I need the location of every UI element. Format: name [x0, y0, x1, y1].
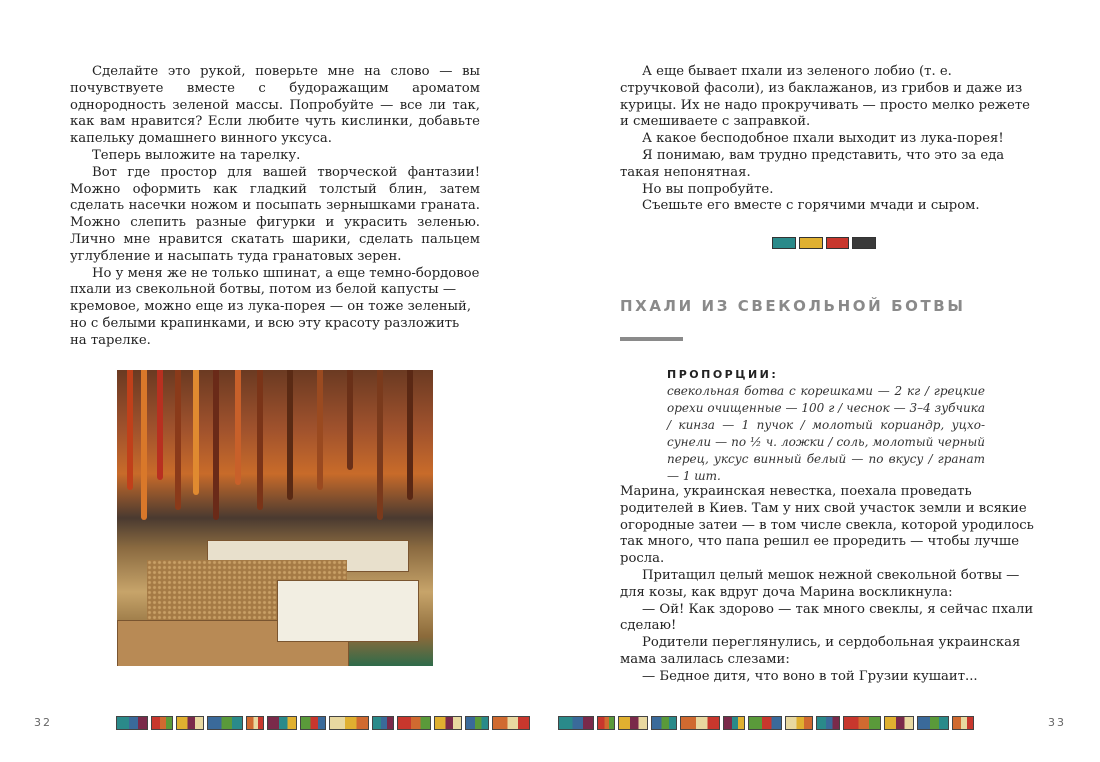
ornament-tile [680, 716, 720, 730]
ornament-strip-left [116, 716, 540, 730]
ornament-tile [397, 716, 431, 730]
ornament-tile [884, 716, 914, 730]
ornament-tile [843, 716, 881, 730]
right-page-text [620, 64, 1035, 215]
ornament-tile [300, 716, 326, 730]
paragraph: — Ой! Как здорово — так много свеклы, я сейчас пхали сделаю! [620, 601, 1034, 634]
paragraph: А еще бывает пхали из зеленого лобио (т. е. стручковой фасоли), из баклажанов, из грибов и даже из курицы. Их не надо прокручивать — просто мелко режете и смешиваете с заправкой. [620, 64, 1030, 130]
ornament-tile [816, 716, 840, 730]
ornament-tile [116, 716, 148, 730]
paragraph: Сделайте это рукой, поверьте мне на слово — вы почувствуете вместе с будоражащим ароматом однородность зеленой массы. Попробуйте — все ли так, как вам нравится? Если любите чуть кислинки, добавьте капельку домашнего винного уксуса. [70, 64, 480, 147]
paragraph: Родители переглянулись, и сердобольная украинская мама залилась слезами: [620, 635, 1021, 667]
ornament-tile [917, 716, 949, 730]
ornament-tile [785, 716, 813, 730]
paragraph: Но у меня же не только шпинат, а еще темно-бордовое пхали из свекольной ботвы, потом из белой капусты — кремовое, можно еще из лука-порея — он тоже зеленый, но с белыми крапинками, и всю эту красоту разложить на тарелке. [70, 265, 480, 348]
proportions-text: свекольная ботва с корешками — 2 кг / грецкие орехи очищенные — 100 г / чеснок — 3–4 зубчика / кинза — 1 пучок / молотый кориандр, уцхо-сунели — по ½ ч. ложки / соль, молотый черный перец, уксус винный белый — по вкусу / гранат — 1 шт. [667, 384, 985, 483]
paragraph: — Бедное дитя, что воно в той Грузии кушаит... [642, 668, 978, 684]
page-number-right: 33 [1048, 716, 1066, 729]
recipe-title: ПХАЛИ ИЗ СВЕКОЛЬНОЙ БОТВЫ [620, 297, 966, 315]
ornament-tile [723, 716, 745, 730]
paragraph: Вот где простор для вашей творческой фантазии! Можно оформить как гладкий толстый блин, затем сделать насечки ножом и посыпать зернышками граната. Можно слепить разные фигурки и украсить зеленью. Лично мне нравится скатать шарики, сделать пальцем углубление и насыпать туда гранатовых зерен. [70, 164, 480, 264]
paragraph: Марина, украинская невестка, поехала проведать родителей в Киев. Там у них свой участок земли и всякие огородные затеи — в том числе свекла, которой уродилось так много, что папа решил ее проредить — чтобы лучше росла. [620, 484, 1034, 567]
ornament-tile [597, 716, 615, 730]
ornament-strip-right [558, 716, 984, 730]
paragraph: Притащил целый мешок нежной свекольной ботвы — для козы, как вдруг доча Марина воскликнула: [620, 567, 1020, 600]
ornament-tile [329, 716, 369, 730]
ornament-tile [207, 716, 243, 730]
paragraph: Но вы попробуйте. [642, 181, 774, 197]
paragraph: Я понимаю, вам трудно представить, что это за еда такая непонятная. [620, 147, 1005, 180]
ornament-tile [372, 716, 394, 730]
paragraph: А какое бесподобное пхали выходит из лука-порея! [642, 131, 1004, 147]
ornament-divider [772, 237, 876, 249]
ornament-tile [748, 716, 782, 730]
story-text [620, 484, 1035, 686]
ornament-tile [465, 716, 489, 730]
heading-rule [620, 337, 683, 341]
market-photo [117, 370, 433, 666]
ornament-tile [434, 716, 462, 730]
ornament-tile [267, 716, 297, 730]
paragraph: Съешьте его вместе с горячими мчади и сыром. [642, 198, 980, 214]
ornament-tile [176, 716, 204, 730]
proportions-label: ПРОПОРЦИИ: [667, 368, 779, 381]
ornament-tile [151, 716, 173, 730]
paragraph: Теперь выложите на тарелку. [92, 147, 301, 163]
page-number-left: 32 [34, 716, 52, 729]
left-page-text [70, 64, 480, 350]
ornament-tile [246, 716, 264, 730]
ornament-tile [618, 716, 648, 730]
ornament-tile [492, 716, 530, 730]
ornament-tile [952, 716, 974, 730]
ornament-tile [558, 716, 594, 730]
ornament-tile [651, 716, 677, 730]
